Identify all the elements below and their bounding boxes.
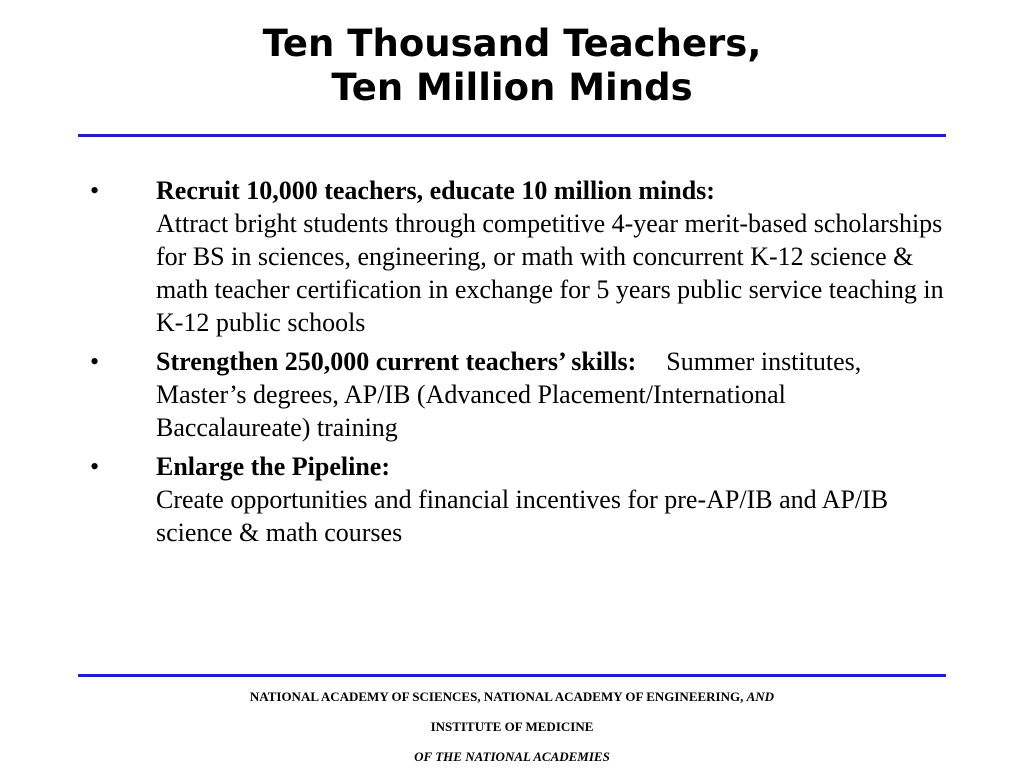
bullet-item-strengthen [0, 345, 1024, 444]
bottom-divider [78, 674, 946, 677]
bullet-text: Summer institutes, Master’s degrees, AP/IB (Advanced Placement/International Baccalaureate) training [156, 347, 862, 442]
bullet-lead: Strengthen 250,000 current teachers’ skills: [156, 347, 637, 376]
bullet-list [0, 174, 1024, 555]
footer [0, 682, 1024, 772]
bullet-dot-icon: • [90, 452, 100, 481]
slide-title [0, 22, 1024, 110]
footer-line-3: OF THE NATIONAL ACADEMIES [414, 749, 610, 764]
title-line-1: Ten Thousand Teachers, [262, 22, 762, 65]
top-divider [78, 134, 946, 137]
bullet-lead: Enlarge the Pipeline: [156, 452, 390, 481]
bullet-text: Attract bright students through competitive 4-year merit-based scholarships for BS in sciences, engineering, or math with concurrent K-12 science & math teacher certification in exchange for 5 years public service teaching in K-12 public schools [156, 209, 944, 337]
bullet-dot-icon: • [90, 347, 100, 376]
bullet-dot-icon: • [90, 176, 100, 205]
bullet-text: Create opportunities and financial incentives for pre-AP/IB and AP/IB science & math courses [156, 485, 889, 547]
footer-line-2: INSTITUTE OF MEDICINE [430, 719, 594, 734]
bullet-lead: Recruit 10,000 teachers, educate 10 million minds: [156, 176, 715, 205]
footer-org-names: NATIONAL ACADEMY OF SCIENCES, NATIONAL ACADEMY OF ENGINEERING, [249, 689, 744, 704]
title-line-2: Ten Million Minds [331, 66, 693, 109]
footer-and: AND [746, 689, 775, 704]
bullet-item-recruit [0, 174, 1024, 339]
footer-line-1 [0, 682, 1024, 712]
bullet-item-pipeline [0, 450, 1024, 549]
